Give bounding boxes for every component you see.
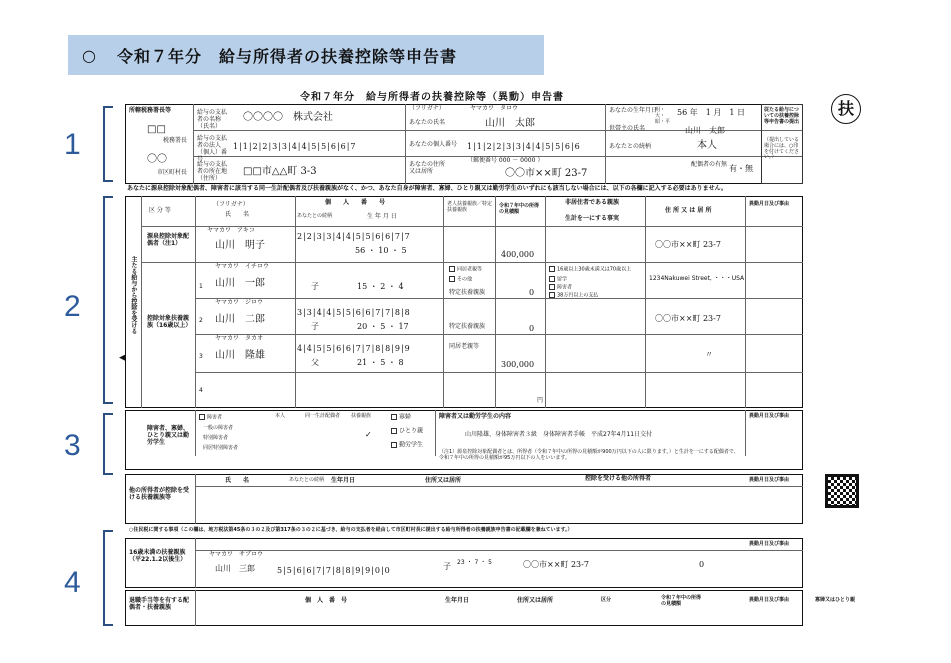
applicant-birth[interactable]: 56 年 1 月 1 日 [677, 108, 745, 117]
f-col-kubun: 区分 [601, 597, 612, 603]
d-col-address: 住所又は居所 [425, 477, 462, 484]
payer-address[interactable]: □□市△△町 3-3 [243, 166, 317, 177]
payer-number[interactable]: 1|1|2|2|3|3|4|4|5|5|6|6|7 [233, 142, 357, 151]
d-col-birth: 生年月日 [331, 477, 356, 484]
tax-form [125, 86, 931, 628]
c-kubun-3: 同一生計配偶者 [305, 413, 341, 419]
c-kubun-1[interactable]: 障害者 [199, 414, 222, 421]
dependents-side-label: 主たる給与から控除を受ける [129, 256, 137, 334]
row-a-label: 源泉控除対象配偶者（注1） [147, 233, 190, 247]
banner-marker: ○ [82, 45, 97, 65]
row-b2-relation[interactable]: 子 [311, 322, 319, 331]
row-b3-relation[interactable]: 父 [311, 358, 319, 367]
row-b2-address[interactable]: 〇〇市××町 23-7 [655, 314, 721, 323]
applicant-address-label: あなたの住所又は居所 [409, 161, 446, 175]
applicant-name-label: あなたの氏名 [409, 119, 446, 126]
option-dokyo[interactable]: 同居老親等 [449, 266, 482, 273]
col-hikyo: 非居住者である親族 [565, 199, 620, 206]
row-b3-number[interactable]: 4|4|5|5|6|6|7|7|8|8|9|9 [297, 344, 411, 353]
col-address: 住 所 又 は 居 所 [665, 207, 712, 214]
row-b3-furigana[interactable]: ヤマカワ タカオ [215, 335, 264, 342]
f-col-birth: 生年月日 [445, 597, 470, 604]
col-income: 令和７年中の所得の見積額 [499, 203, 540, 215]
e-relation[interactable]: 子 [443, 562, 451, 571]
payer-number-label: 給与の支払者の法人（個人）番号 [197, 135, 228, 163]
c-detail[interactable]: 山川隆雄、身体障害者３級 身体障害者手帳 平成27年4月11日交付 [465, 431, 653, 438]
f-col-income: 令和７年中の所得の見積額 [661, 595, 702, 607]
row-b1-special: 特定扶養親族 [449, 289, 486, 296]
section-f-block [125, 590, 803, 626]
e-change: 異動月日及び事由 [749, 541, 790, 547]
yen-unit: 円 [537, 397, 544, 404]
section-c-label: 障害者、寡婦、ひとり親又は勤労学生 [147, 425, 190, 446]
c-kubun-4: 扶養親族 [351, 413, 372, 419]
row-b1-no: 1 [199, 283, 203, 290]
c-change: 異動月日及び事由 [749, 413, 790, 419]
row-b1-furigana[interactable]: ヤマカワ イチロウ [215, 263, 270, 270]
applicant-postal[interactable]: （郵便番号 000 － 0000 ） [467, 157, 544, 164]
d-col-relation: あなたとの続柄 [289, 477, 325, 483]
row-b2-number[interactable]: 3|3|4|4|5|5|6|6|7|7|8|8 [297, 308, 411, 317]
residence-notice: ○住民税に関する事項（この欄は、地方税法第45条の３の２及び第317条の３の２に基づき、給与の支払者を経由して市区町村長に提出する給与所得者の扶養親族申告書の記載欄を兼ねています。） [129, 527, 573, 533]
row-b2-furigana[interactable]: ヤマカワ ジロウ [215, 299, 264, 306]
e-number[interactable]: 5|5|6|6|7|7|8|8|9|9|0|0 [277, 566, 391, 575]
seikei-option-1[interactable]: 16歳以上30歳未満又は70歳以上 [549, 266, 643, 273]
city-value[interactable]: 〇〇 [147, 154, 167, 165]
city-suffix: 市区町村長 [157, 169, 188, 176]
col-kubun: 区 分 等 [149, 207, 171, 214]
e-income[interactable]: 0 [699, 560, 705, 569]
col-furigana: （フリガナ） [213, 201, 249, 208]
left-arrow-icon: ◀ [119, 353, 126, 363]
col-kojin: 個 人 番 号 [325, 199, 386, 206]
qr-code-icon [825, 474, 859, 508]
row-b-label: 控除対象扶養親族（16歳以上） [147, 315, 192, 329]
applicant-mynumber-label: あなたの個人番号 [409, 141, 458, 148]
c-other-1[interactable]: 寡婦 [391, 414, 411, 421]
tax-office-suffix: 税務署長 [163, 137, 188, 144]
c-type-2: 特別障害者 [203, 435, 229, 441]
seikei-option-2[interactable]: 留学 [549, 276, 567, 283]
tax-office-value[interactable]: □□ [147, 124, 166, 135]
c-kubun-2: 本人 [275, 413, 286, 419]
row-a-name[interactable]: 山川 明子 [215, 240, 265, 251]
col-rouzin: 老人扶養親族／特定扶養親族 [447, 201, 493, 213]
row-b2-birth[interactable]: 20 ・ 5 ・ 17 [357, 322, 409, 331]
section-number-1: 1 [64, 128, 81, 161]
payer-name-label: 給与の支払者の名称（氏名） [197, 109, 228, 130]
section-bracket-2 [103, 196, 113, 404]
row-b4-no: 4 [199, 387, 203, 394]
row-b2-special: 特定扶養親族 [449, 323, 486, 330]
applicant-mynumber[interactable]: 1|1|2|2|3|3|4|4|5|5|6|6 [467, 142, 581, 151]
applicant-name[interactable]: 山川 太郎 [485, 118, 535, 129]
section-bracket-3 [103, 413, 113, 475]
payer-name[interactable]: 〇〇〇〇 株式会社 [243, 112, 333, 123]
household-head-label: 世帯主の氏名 [609, 125, 646, 132]
birth-era: 明・大・昭・平 [655, 107, 671, 125]
col-relation: あなたとの続柄 [297, 213, 333, 219]
row-b1-name[interactable]: 山川 一郎 [215, 278, 265, 289]
c-type-3: 同居特別障害者 [203, 445, 239, 451]
page-banner [68, 35, 544, 75]
row-b3-birth[interactable]: 21 ・ 5 ・ 8 [357, 358, 404, 367]
tax-office-label: 所轄税務署長等 [129, 107, 172, 114]
col-seikei: 生計を一にする事実 [565, 215, 620, 222]
col-change: 異動月日及び事由 [749, 201, 790, 207]
c-note: （注1）源泉控除対象配偶者とは、所得者（令和７年中の所得の見積額が900万円以下の人に限ります。）と生計を一にする配偶者で、令和７年中の所得の見積額が95万円以下の人をいいます。 [439, 449, 739, 461]
row-b2-name[interactable]: 山川 二郎 [215, 314, 265, 325]
c-check-mark: ✓ [365, 430, 372, 439]
c-other-3[interactable]: 勤労学生 [391, 442, 423, 449]
relation-value[interactable]: 本人 [697, 140, 717, 151]
e-name[interactable]: 山川 三郎 [215, 564, 255, 573]
e-address[interactable]: 〇〇市××町 23-7 [523, 560, 589, 569]
relation-label: あなたとの続柄 [609, 143, 652, 150]
c-other-2[interactable]: ひとり親 [391, 428, 423, 435]
f-change: 異動月日及び事由 [749, 597, 790, 603]
d-col-change: 異動月日及び事由 [749, 477, 790, 483]
applicant-furigana[interactable]: ヤマカワ タロウ [470, 105, 519, 112]
section-e-label: 16歳未満の扶養親族（平22.1.2以後生） [129, 549, 187, 563]
option-sonota[interactable]: その他 [449, 276, 472, 283]
spouse-value[interactable]: 有・無 [729, 164, 753, 173]
fuyo-mark: 扶 [831, 94, 861, 124]
c-detail-label: 障害者又は勤労学生の内容 [439, 413, 512, 420]
exemption-notice: あなたに源泉控除対象配偶者、障害者に該当する同一生計配偶者及び扶養親族がなく、かつ、あなた自身が障害者、寡婦、ひとり親又は勤労学生のいずれにも該当しない場合には、以下の各欄に記入する必要はありません。 [127, 185, 728, 192]
f-col-widow: 寡婦又はひとり親 [815, 597, 856, 603]
row-b2-no: 2 [199, 317, 203, 324]
section-number-4: 4 [64, 566, 81, 599]
section-f-label: 退職手当等を有する配偶者・扶養親族 [129, 597, 190, 611]
secondary-salary-note: 従たる給与についての扶養控除等申告書の提出 [764, 107, 800, 125]
e-birth[interactable]: 23 ・ 7 ・ 5 [457, 559, 492, 566]
applicant-birth-label: あなたの生年月日 [609, 107, 658, 114]
row-a-number[interactable]: 2|2|3|3|4|4|5|5|6|6|7|7 [297, 232, 411, 241]
form-title: 令和７年分 給与所得者の扶養控除等（異動）申告書 [300, 92, 564, 103]
banner-title: 令和７年分 給与所得者の扶養控除等申告書 [116, 46, 457, 66]
secondary-salary-note-2: （提出している場合には、○印を付けてください。） [764, 137, 800, 161]
section-number-2: 2 [64, 290, 81, 323]
furigana-label: （フリガナ） [409, 105, 445, 112]
col-birth: 生 年 月 日 [367, 213, 397, 220]
e-furigana[interactable]: ヤマカワ サブロウ [209, 551, 264, 558]
seikei-option-4[interactable]: 38万円以上の支払 [549, 292, 598, 299]
f-col-address: 住所又は居所 [517, 597, 554, 604]
row-b3-income[interactable]: 300,000 [501, 360, 535, 369]
row-b3-address[interactable]: 〃 [705, 350, 713, 359]
f-col-number: 個 人 番 号 [305, 597, 348, 604]
row-b1-address[interactable]: 1234Nakuwei Street, ・・・USA [649, 275, 745, 282]
col-shimei: 氏 名 [225, 211, 250, 218]
row-a-furigana[interactable]: ヤマカワ アキコ [207, 227, 255, 234]
row-b1-relation[interactable]: 子 [311, 282, 319, 291]
c-type-1: 一般の障害者 [203, 425, 234, 431]
household-head[interactable]: 山川 太郎 [685, 126, 725, 135]
row-b3-name[interactable]: 山川 隆雄 [215, 350, 265, 361]
section-bracket-4 [103, 530, 113, 626]
d-col-name: 氏 名 [225, 477, 250, 484]
payer-address-label: 給与の支払者の所在地（住所） [197, 161, 228, 182]
row-a-birth[interactable]: 56 ・ 10 ・ 5 [355, 246, 407, 255]
d-col-other: 控除を受ける他の所得者 [585, 475, 652, 482]
spouse-label: 配偶者の有無 [691, 161, 728, 168]
row-a-income[interactable]: 400,000 [501, 250, 535, 259]
applicant-address[interactable]: 〇〇市××町 23-7 [505, 168, 588, 179]
section-number-3: 3 [64, 429, 81, 462]
seikei-option-3[interactable]: 障害者 [549, 284, 572, 291]
row-b2-income[interactable]: 0 [529, 324, 535, 333]
row-b3-no: 3 [199, 353, 203, 360]
section-bracket-1 [103, 106, 113, 182]
row-b1-birth[interactable]: 15 ・ 2 ・ 4 [357, 282, 404, 291]
row-a-address[interactable]: 〇〇市××町 23-7 [655, 240, 721, 249]
section-d-label: 他の所得者が控除を受ける扶養親族等 [129, 487, 190, 501]
row-b3-special: 同居老親等 [449, 343, 480, 350]
row-b1-income[interactable]: 0 [529, 288, 535, 297]
